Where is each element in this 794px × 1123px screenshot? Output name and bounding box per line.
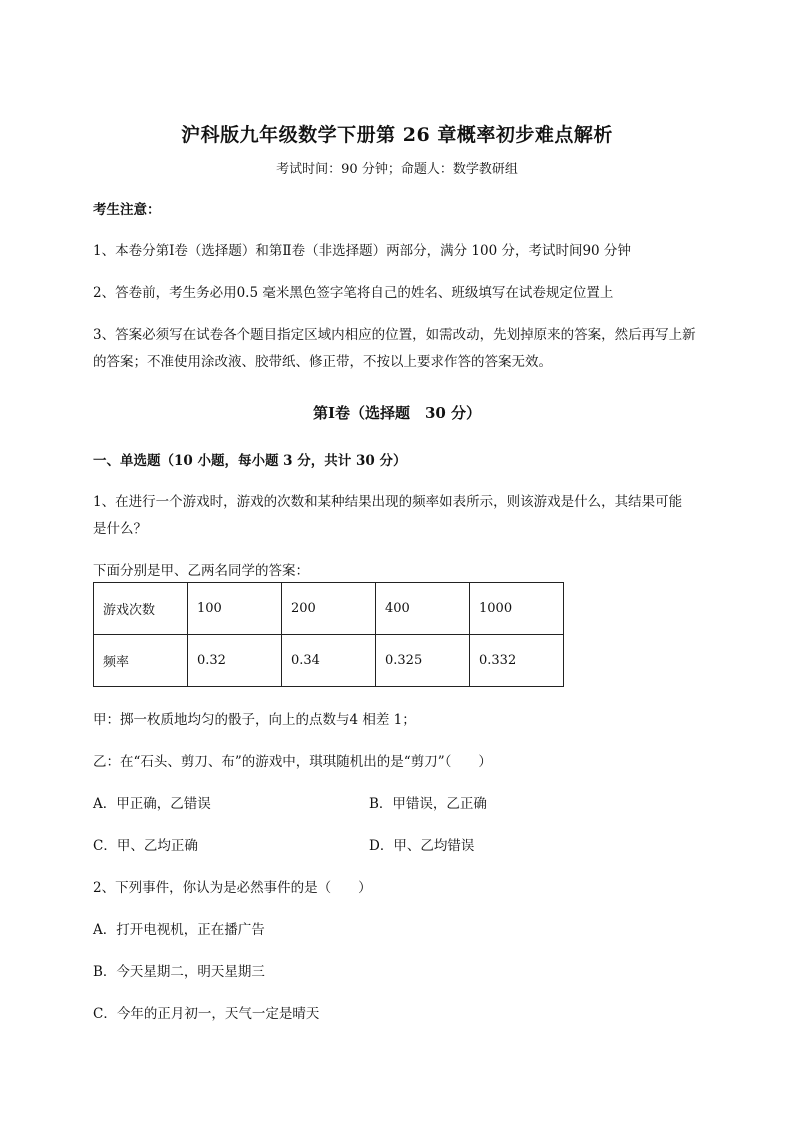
q1-option-a[interactable]: A．甲正确，乙错误 xyxy=(93,796,211,812)
q1-option-c[interactable]: C．甲、乙均正确 xyxy=(93,838,198,854)
q1-option-b[interactable]: B．甲错误，乙正确 xyxy=(369,796,487,812)
table-cell: 400 xyxy=(376,583,470,635)
table-cell: 0.34 xyxy=(282,635,376,687)
q1-answer-jia: 甲：掷一枚质地均匀的骰子，向上的点数与4 相差 1； xyxy=(93,712,416,728)
q2-option-a[interactable]: A．打开电视机，正在播广告 xyxy=(93,922,265,938)
notice-item-3-cont: 的答案；不准使用涂改液、胶带纸、修正带，不按以上要求作答的答案无效。 xyxy=(93,354,552,370)
table-cell: 0.32 xyxy=(188,635,282,687)
q2-option-b[interactable]: B．今天星期二，明天星期三 xyxy=(93,964,265,980)
table-cell: 100 xyxy=(188,583,282,635)
q2-option-c[interactable]: C．今年的正月初一，天气一定是晴天 xyxy=(93,1006,320,1022)
notice-item-1: 1、本卷分第Ⅰ卷（选择题）和第Ⅱ卷（非选择题）两部分，满分 100 分，考试时间90 分钟 xyxy=(93,243,631,259)
frequency-table xyxy=(93,582,564,687)
q1-answer-yi: 乙：在“石头、剪刀、布”的游戏中，琪琪随机出的是“剪刀”（ ） xyxy=(93,754,492,770)
q1-stem-cont: 是什么？ xyxy=(93,521,147,537)
exam-info: 考试时间：90 分钟；命题人：数学教研组 xyxy=(276,162,518,177)
table-cell: 0.332 xyxy=(470,635,564,687)
table-cell: 1000 xyxy=(470,583,564,635)
part-heading: 一、单选题（10 小题，每小题 3 分，共计 30 分） xyxy=(93,453,407,469)
table-cell: 200 xyxy=(282,583,376,635)
q2-stem: 2、下列事件，你认为是必然事件的是（ ） xyxy=(93,880,372,896)
page-title: 沪科版九年级数学下册第 26 章概率初步难点解析 xyxy=(181,124,613,146)
q1-stem: 1、在进行一个游戏时，游戏的次数和某种结果出现的频率如表所示，则该游戏是什么，其结果可能 xyxy=(93,494,683,510)
section-title: 第Ⅰ卷（选择题 30 分） xyxy=(312,404,482,422)
notice-heading: 考生注意： xyxy=(93,202,161,218)
notice-item-2: 2、答卷前，考生务必用0.5 毫米黑色签字笔将自己的姓名、班级填写在试卷规定位置上 xyxy=(93,285,614,301)
notice-item-3: 3、答案必须写在试卷各个题目指定区域内相应的位置，如需改动，先划掉原来的答案，然后再写上新 xyxy=(93,327,696,343)
q1-intro: 下面分别是甲、乙两名同学的答案： xyxy=(93,563,309,579)
table-row xyxy=(94,583,564,635)
table-row xyxy=(94,635,564,687)
table-cell: 游戏次数 xyxy=(94,583,188,635)
table-cell: 0.325 xyxy=(376,635,470,687)
table-cell: 频率 xyxy=(94,635,188,687)
q1-option-d[interactable]: D．甲、乙均错误 xyxy=(369,838,475,854)
